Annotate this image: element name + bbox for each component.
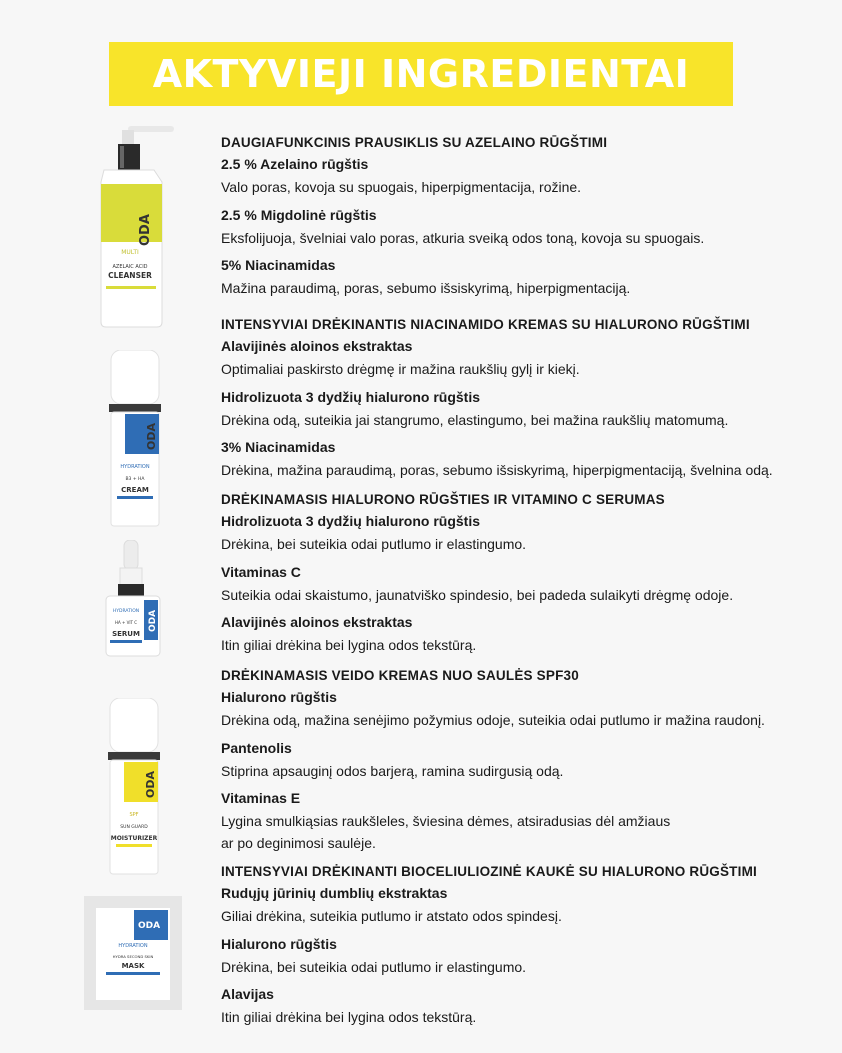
cream-line-label: HYDRATION bbox=[120, 464, 150, 470]
mask-type-label: MASK bbox=[121, 962, 145, 970]
ingredient-desc: Eksfolijuoja, švelniai valo poras, atkuria sveiką odos toną, kovoja su spuogais. bbox=[221, 229, 705, 246]
ingredient-desc: Drėkina, bei suteikia odai putlumo ir elastingumo. bbox=[221, 536, 527, 552]
ingredient-desc: Drėkina, bei suteikia odai putlumo ir elastingumo. bbox=[221, 958, 527, 975]
ingredient-name: Hidrolizuota 3 dydžių hialurono rūgštis bbox=[221, 388, 481, 405]
ingredient-desc: Stiprina apsauginį odos barjerą, ramina sudirgusią odą. bbox=[221, 762, 564, 779]
ingredient-name: Hialurono rūgštis bbox=[221, 935, 337, 952]
section-title: DRĖKINAMASIS HIALURONO RŪGŠTIES IR VITAMINO C SERUMAS bbox=[221, 492, 665, 507]
svg-text:ODA: ODA bbox=[138, 214, 153, 246]
svg-text:ODA: ODA bbox=[138, 921, 161, 931]
cleanser-type-label: CLEANSER bbox=[108, 271, 152, 280]
mask-line-label: HYDRATION bbox=[118, 943, 148, 949]
spf-type-label: MOISTURIZER bbox=[110, 835, 158, 842]
ingredient-name: Alavijinės aloinos ekstraktas bbox=[221, 338, 413, 354]
product-section-cream bbox=[221, 317, 831, 490]
cleanser-bottle-image bbox=[92, 126, 182, 328]
svg-text:ODA: ODA bbox=[144, 771, 157, 798]
section-title: DRĖKINAMASIS VEIDO KREMAS NUO SAULĖS SPF30 bbox=[221, 668, 579, 683]
svg-text:ODA: ODA bbox=[148, 609, 158, 632]
spf-line-label: SPF bbox=[129, 812, 139, 818]
ingredient-name: 2.5 % Migdolinė rūgštis bbox=[221, 206, 377, 223]
ingredient-name: Hidrolizuota 3 dydžių hialurono rūgštis bbox=[221, 513, 481, 529]
cream-sub-label: B3 + HA bbox=[125, 477, 145, 482]
product-section-serum bbox=[221, 492, 831, 665]
spf-sub-label: SUN GUARD bbox=[120, 825, 148, 830]
cream-bottle-image bbox=[109, 350, 161, 528]
serum-line-label: HYDRATION bbox=[112, 609, 140, 614]
ingredient-name: Vitaminas C bbox=[221, 563, 301, 580]
mask-sachet-image bbox=[84, 896, 182, 1010]
ingredient-desc: Drėkina odą, mažina senėjimo požymius odoje, suteikia odai putlumo ir mažina raudonį. bbox=[221, 712, 765, 728]
section-title: INTENSYVIAI DRĖKINANTIS NIACINAMIDO KREMAS SU HIALURONO RŪGŠTIMI bbox=[221, 317, 750, 332]
ingredient-desc: Drėkina odą, suteikia jai stangrumo, elastingumo, bei mažina raukšlių matomumą. bbox=[221, 411, 729, 428]
cleanser-line-label: MULTI bbox=[121, 249, 139, 256]
cleanser-sub-label: AZELAIC ACID bbox=[112, 264, 148, 270]
section-title: INTENSYVIAI DRĖKINANTI BIOCELIULIOZINĖ KAUKĖ SU HIALURONO RŪGŠTIMI bbox=[221, 864, 757, 879]
ingredient-name: Pantenolis bbox=[221, 739, 292, 756]
ingredient-desc: Itin giliai drėkina bei lygina odos tekstūrą. bbox=[221, 1009, 477, 1026]
ingredient-desc: Mažina paraudimą, poras, sebumo išsiskyrimą, hiperpigmentaciją. bbox=[221, 280, 631, 297]
ingredient-desc: Itin giliai drėkina bei lygina odos tekstūrą. bbox=[221, 637, 477, 654]
ingredient-name: Alavijas bbox=[221, 986, 274, 1003]
page-title: AKTYVIEJI INGREDIENTAI bbox=[152, 52, 690, 96]
svg-text:ODA: ODA bbox=[145, 423, 158, 450]
ingredient-name: 2.5 % Azelaino rūgštis bbox=[221, 156, 369, 172]
serum-sub-label: HA + VIT C bbox=[114, 620, 138, 625]
ingredient-desc-continued: ar po deginimosi saulėje. bbox=[221, 835, 376, 852]
title-banner bbox=[109, 42, 733, 106]
ingredient-name: 5% Niacinamidas bbox=[221, 257, 336, 274]
section-title: DAUGIAFUNKCINIS PRAUSIKLIS SU AZELAINO RŪGŠTIMI bbox=[221, 135, 608, 150]
ingredient-desc: Valo poras, kovoja su spuogais, hiperpigmentacija, rožine. bbox=[221, 179, 582, 195]
ingredient-name: Rudųjų jūrinių dumblių ekstraktas bbox=[221, 885, 448, 901]
spf-bottle-image bbox=[108, 698, 160, 876]
ingredient-name: Hialurono rūgštis bbox=[221, 689, 337, 705]
product-section-mask bbox=[221, 864, 831, 1037]
ingredient-desc: Suteikia odai skaistumo, jaunatviško spindesio, bei padeda sulaikyti drėgmę odoje. bbox=[221, 586, 734, 603]
ingredient-desc: Optimaliai paskirsto drėgmę ir mažina raukšlių gylį ir kiekį. bbox=[221, 361, 580, 377]
ingredient-desc: Drėkina, mažina paraudimą, poras, sebumo išsiskyrimą, hiperpigmentaciją, švelnina odą. bbox=[221, 462, 773, 479]
ingredient-name: Vitaminas E bbox=[221, 790, 301, 807]
serum-bottle-image bbox=[104, 540, 164, 658]
ingredient-name: 3% Niacinamidas bbox=[221, 439, 336, 456]
product-section-cleanser bbox=[221, 135, 831, 308]
ingredient-name: Alavijinės aloinos ekstraktas bbox=[221, 614, 413, 631]
mask-sub-label: HYDRA SECOND SKIN bbox=[112, 954, 154, 959]
cream-type-label: CREAM bbox=[121, 486, 149, 494]
serum-type-label: SERUM bbox=[112, 630, 140, 638]
ingredient-desc: Lygina smulkiąsias raukšleles, šviesina dėmes, atsiradusias dėl amžiaus bbox=[221, 813, 671, 830]
product-section-spf bbox=[221, 668, 831, 863]
ingredient-desc: Giliai drėkina, suteikia putlumo ir atstato odos spindesį. bbox=[221, 908, 562, 924]
